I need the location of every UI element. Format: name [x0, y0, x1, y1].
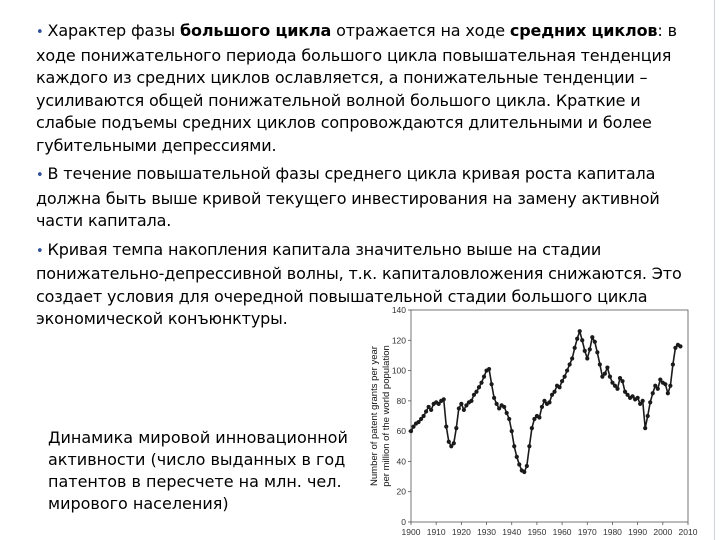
data-point	[646, 414, 650, 418]
data-point	[527, 444, 531, 448]
y-tick-label: 0	[401, 517, 406, 527]
data-point	[678, 344, 682, 348]
data-point	[457, 406, 461, 410]
bullet-3-text: Кривая темпа накопления капитала значительно выше на стадии понижательно-депрессивной волны, т.к. капиталовложения снижаются. Это создает условия для очередной повышательной стадии большого цикла экономической конъюнктуры.	[36, 239, 682, 328]
x-tick-label: 1990	[628, 527, 648, 537]
x-tick-label: 1960	[552, 527, 572, 537]
patent-grants-chart	[364, 300, 700, 540]
data-point	[603, 372, 607, 376]
bullet-1-text-1: Характер фазы	[47, 21, 180, 40]
x-tick-label: 1900	[401, 527, 421, 537]
data-point	[560, 379, 564, 383]
x-tick-label: 2000	[653, 527, 673, 537]
data-point	[454, 426, 458, 430]
bullet-1-bold-2: средних циклов	[509, 21, 658, 40]
data-point	[663, 382, 667, 386]
data-point	[671, 362, 675, 366]
data-point	[590, 335, 594, 339]
data-point	[570, 356, 574, 360]
data-point	[474, 390, 478, 394]
y-tick-label: 120	[391, 335, 406, 346]
x-tick-label: 1970	[577, 527, 597, 537]
data-point	[495, 402, 499, 406]
data-point	[540, 405, 544, 409]
data-point	[462, 408, 466, 412]
data-point	[489, 382, 493, 386]
page-right-border	[714, 0, 715, 540]
data-point	[605, 365, 609, 369]
x-tick-label: 2010	[678, 527, 698, 537]
data-point	[517, 462, 521, 466]
data-point	[512, 444, 516, 448]
data-point	[447, 440, 451, 444]
y-tick-label: 60	[396, 426, 406, 437]
bullet-item-2	[36, 163, 688, 233]
x-tick-label: 1910	[426, 527, 446, 537]
data-point	[557, 385, 561, 389]
data-point	[522, 470, 526, 474]
data-point	[568, 362, 572, 366]
data-point	[641, 399, 645, 403]
figure-caption: Динамика мировой инновационной активности (число выданных в год патентов в пересчете на млн. чел. мирового населения)	[48, 428, 348, 513]
data-point	[636, 396, 640, 400]
data-point	[620, 379, 624, 383]
y-tick-label: 80	[396, 395, 406, 406]
bullet-2-text: В течение повышательной фазы среднего цикла кривая роста капитала должна быть выше кривой текущего инвестирования на замену активной части капитала.	[36, 164, 660, 230]
x-tick-label: 1920	[451, 527, 471, 537]
chart-ticks	[392, 305, 698, 537]
data-point	[492, 396, 496, 400]
data-point	[648, 400, 652, 404]
data-point	[409, 429, 413, 433]
data-point	[666, 391, 670, 395]
data-point	[547, 400, 551, 404]
data-point	[505, 411, 509, 415]
bullet-list	[36, 20, 688, 337]
y-tick-label: 40	[396, 456, 406, 467]
chart-series	[409, 329, 683, 474]
data-point	[578, 329, 582, 333]
data-point	[469, 399, 473, 403]
bullet-dot-icon: •	[36, 25, 44, 40]
bullet-dot-icon: •	[36, 243, 44, 259]
data-point	[565, 368, 569, 372]
data-point	[525, 464, 529, 468]
y-tick-label: 140	[391, 305, 406, 315]
data-point	[583, 349, 587, 353]
x-tick-label: 1930	[477, 527, 497, 537]
data-point	[429, 408, 433, 412]
x-tick-label: 1940	[502, 527, 522, 537]
data-point	[563, 375, 567, 379]
bullet-1-bold-1: большого цикла	[179, 21, 332, 40]
x-tick-label: 1950	[527, 527, 547, 537]
bullet-1-text-3: : в ходе понижательного периода большого цикла повышательная тенденция каждого из средних циклов ославляется, а понижательные тенденции – усиливаются общей понижательной волной большого цикла. Краткие и слабые подъемы средних циклов сопровождаются длительными и более губительными депрессиями.	[36, 21, 677, 155]
x-tick-label: 1980	[602, 527, 622, 537]
data-point	[598, 362, 602, 366]
data-point	[656, 387, 660, 391]
data-point	[593, 340, 597, 344]
data-point	[482, 375, 486, 379]
y-axis-label-line-2: per million of the world population	[381, 345, 392, 487]
bullet-dot-icon: •	[36, 168, 44, 183]
data-point	[530, 426, 534, 430]
data-point	[452, 441, 456, 445]
data-point	[580, 338, 584, 342]
data-point	[585, 356, 589, 360]
data-point	[477, 385, 481, 389]
data-point	[424, 409, 428, 413]
data-point	[502, 405, 506, 409]
data-point	[487, 367, 491, 371]
y-axis-label-line-1: Number of patent grants per year	[369, 346, 380, 486]
data-point	[575, 337, 579, 341]
data-point	[552, 390, 556, 394]
data-point	[643, 426, 647, 430]
data-point	[444, 425, 448, 429]
data-point	[595, 350, 599, 354]
data-point	[421, 414, 425, 418]
data-point	[608, 375, 612, 379]
y-tick-label: 100	[391, 365, 406, 376]
data-point	[479, 381, 483, 385]
y-tick-label: 20	[396, 486, 406, 497]
data-point	[507, 417, 511, 421]
data-point	[615, 387, 619, 391]
data-point	[668, 384, 672, 388]
bullet-1-text-2: отражается на ходе	[331, 21, 510, 40]
data-point	[442, 397, 446, 401]
data-point	[537, 415, 541, 419]
data-point	[515, 455, 519, 459]
data-point	[588, 347, 592, 351]
data-point	[459, 402, 463, 406]
bullet-item-1	[36, 20, 688, 157]
data-point	[573, 346, 577, 350]
data-point	[651, 391, 655, 395]
data-point	[510, 429, 514, 433]
